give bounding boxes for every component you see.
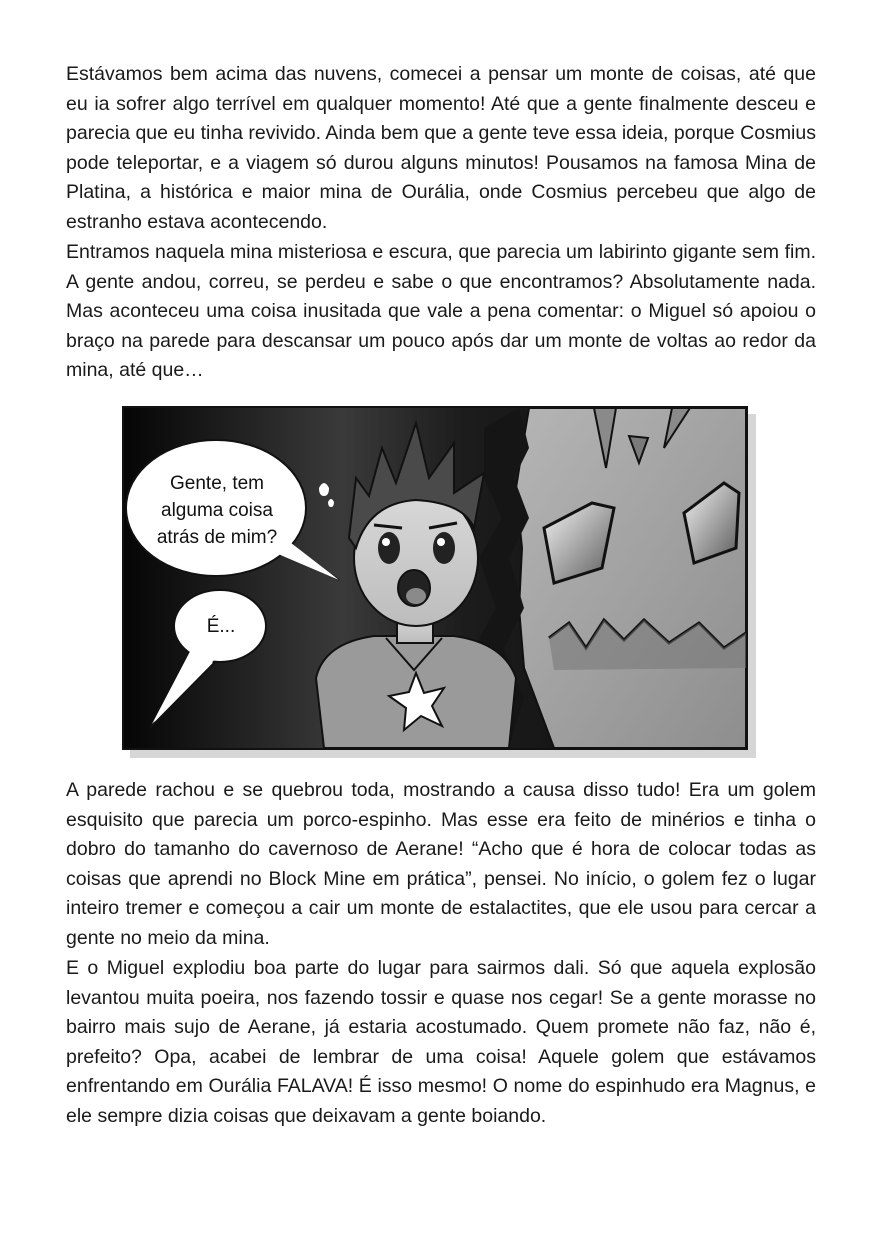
speech-bubble-1-text: Gente, tem alguma coisa atrás de mim? — [156, 473, 278, 548]
golem — [516, 408, 746, 748]
story-paragraph-1: Estávamos bem acima das nuvens, comecei a pensar um monte de coisas, até que eu ia sofrer algo terrível em qualquer momento! Até que a gente finalmente desceu e parecia que eu tinha revivido. Ainda bem que a gente teve essa ideia, porque Cosmius pode teleportar, e a viagem só durou alguns minutos! Pousamos na famosa Mina de Platina, a histórica e maior mina de Ourália, onde Cosmius percebeu que algo de estranho estava acontecendo. — [66, 63, 816, 233]
speech-bubble-2-text: É... — [206, 616, 236, 637]
comic-illustration — [124, 408, 746, 748]
story-paragraph-2: Entramos naquela mina misteriosa e escura, que parecia um labirinto gigante sem fim. A gente andou, correu, se perdeu e sabe o que encontramos? Absolutamente nada. Mas aconteceu uma coisa inusitada que vale a pena comentar: o Miguel só apoiou o braço na parede para descansar um pouco após dar um monte de voltas ao redor da mina, até que… — [66, 241, 816, 382]
panel-frame — [122, 406, 748, 750]
story-paragraph-4: E o Miguel explodiu boa parte do lugar para sairmos dali. Só que aquela explosão levantou muita poeira, nos fazendo tossir e quase nos cegar! Se a gente morasse no bairro mais sujo de Aerane, já estaria acostumado. Quem promete não faz, não é, prefeito? Opa, acabei de lembrar de uma coisa! Aquele golem que estávamos enfrentando em Ourália FALAVA! É isso mesmo! O nome do espinhudo era Magnus, e ele sempre dizia coisas que deixavam a gente boiando. — [66, 957, 816, 1127]
story-paragraph-3: A parede rachou e se quebrou toda, mostrando a causa disso tudo! Era um golem esquisito que parecia um porco-espinho. Mas esse era feito de minérios e tinha o dobro do tamanho do cavernoso de Aerane! “Acho que é hora de colocar todas as coisas que aprendi no Block Mine em prática”, pensei. No início, o golem fez o lugar inteiro tremer e começou a cair um monte de estalactites, que ele usou para cercar a gente no meio da mina. — [66, 779, 816, 949]
comic-panel — [122, 406, 748, 750]
